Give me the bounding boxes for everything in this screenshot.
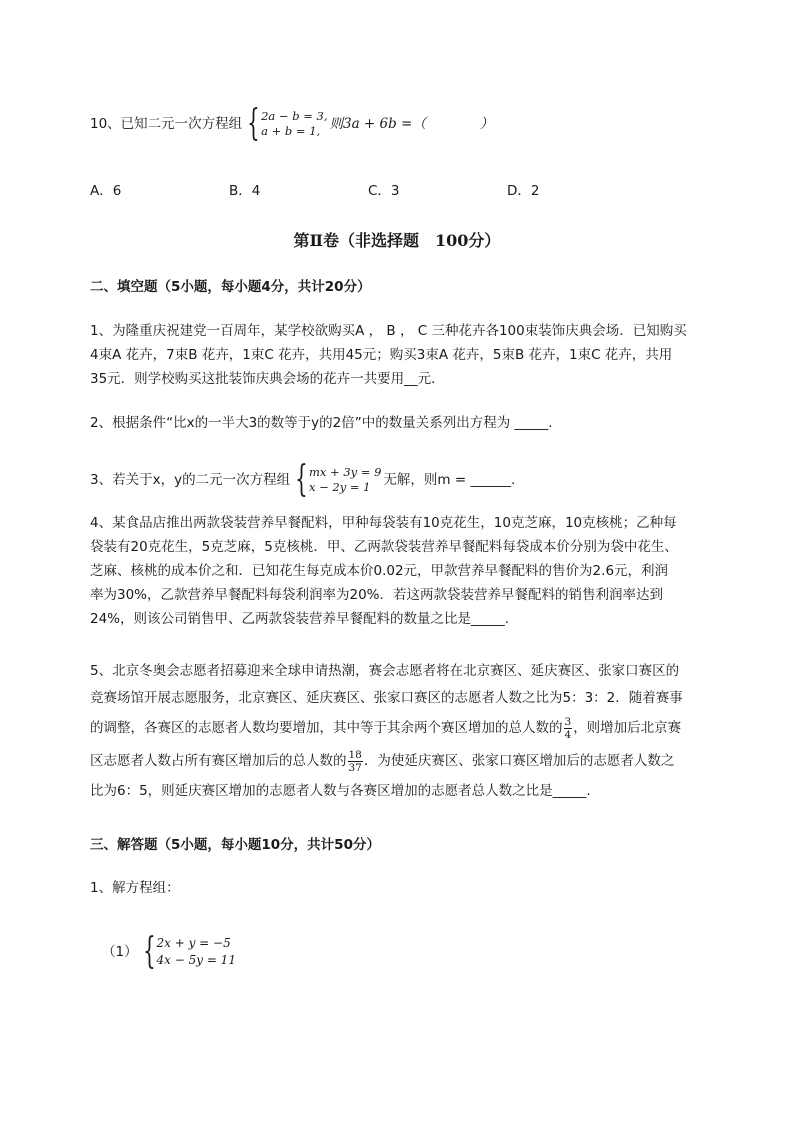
question-3-prefix: 3、若关于x，y的二元一次方程组 bbox=[90, 472, 291, 488]
question-text: 区志愿者人数占所有赛区增加后的总人数的 bbox=[90, 753, 347, 769]
equation-row: 2x + y = −5 bbox=[156, 936, 231, 950]
fill-question-1 bbox=[90, 319, 714, 391]
equation-system bbox=[292, 459, 382, 500]
left-brace-icon: { bbox=[295, 459, 308, 500]
left-brace-icon: { bbox=[142, 931, 156, 972]
equation-row: mx + 3y = 9 bbox=[308, 465, 382, 479]
section-2-heading: 二、填空题（5小题，每小题4分，共计20分） bbox=[90, 279, 371, 295]
equation-system bbox=[244, 103, 328, 144]
question-line bbox=[90, 744, 714, 778]
fraction-numerator: 18 bbox=[348, 748, 362, 761]
choice-b[interactable]: B．4 bbox=[229, 183, 261, 199]
question-line: 竞赛场馆开展志愿服务，北京赛区、延庆赛区、张家口赛区的志愿者人数之比为5：3：2．随着赛事 bbox=[90, 690, 683, 706]
fraction bbox=[564, 716, 573, 741]
choice-d[interactable]: D．2 bbox=[507, 183, 540, 199]
question-10-prefix: 10、已知二元一次方程组 bbox=[90, 116, 243, 132]
question-line: 35元．则学校购买这批装饰庆典会场的花卉一共要用__元． bbox=[90, 371, 445, 387]
equation-row: 4x − 5y = 11 bbox=[156, 953, 236, 967]
left-brace-icon: { bbox=[247, 103, 260, 144]
question-3-suffix: 无解，则m = ______. bbox=[383, 472, 516, 488]
choice-a[interactable]: A．6 bbox=[90, 183, 122, 199]
question-line: 24%，则该公司销售甲、乙两款袋装营养早餐配料的数量之比是_____. bbox=[90, 611, 510, 627]
question-line: 比为6：5，则延庆赛区增加的志愿者人数与各赛区增加的志愿者总人数之比是_____. bbox=[90, 783, 591, 799]
question-line: 4束A 花卉，7束B 花卉，1束C 花卉，共用45元；购买3束A 花卉，5束B 花卉，1束C 花卉，共用 bbox=[90, 347, 673, 363]
fraction-numerator: 3 bbox=[564, 715, 572, 728]
question-text: ，则增加后北京赛 bbox=[573, 720, 682, 736]
question-line: 1、为隆重庆祝建党一百周年，某学校欲购买A ， B ， C 三种花卉各100束装饰庆典会场．已知购买 bbox=[90, 323, 687, 339]
question-line bbox=[90, 712, 714, 744]
equation-row: 2a − b = 3, bbox=[261, 109, 328, 123]
fill-question-4 bbox=[90, 511, 714, 631]
fill-question-3 bbox=[90, 459, 714, 500]
part-2-title: 第Ⅱ卷（非选择题 100分） bbox=[293, 231, 501, 250]
equation-row: x − 2y = 1 bbox=[308, 480, 371, 494]
fill-question-2: 2、根据条件“比x的一半大3的数等于y的2倍”中的数量关系列出方程为 _____. bbox=[90, 415, 553, 431]
fraction bbox=[348, 749, 363, 774]
fraction-denominator: 4 bbox=[564, 728, 572, 741]
section-3-heading: 三、解答题（5小题，每小题10分，共计50分） bbox=[90, 837, 380, 853]
question-text: ．为使延庆赛区、张家口赛区增加后的志愿者人数之 bbox=[363, 753, 675, 769]
equation-row: a + b = 1, bbox=[261, 124, 321, 138]
equation-system bbox=[140, 931, 236, 972]
question-line: 率为30%，乙款营养早餐配料每袋利润率为20%．若这两款袋装营养早餐配料的销售利润率达到 bbox=[90, 587, 664, 603]
answer-question-1-part-1 bbox=[102, 931, 714, 972]
fill-question-5 bbox=[90, 658, 714, 804]
question-10-choices bbox=[90, 179, 714, 199]
question-line: 4、某食品店推出两款袋装营养早餐配料，甲种每袋装有10克花生，10克芝麻，10克核桃；乙种每 bbox=[90, 515, 677, 531]
question-10-suffix: 则3a + 6b =（ ） bbox=[329, 116, 494, 132]
question-line: 5、北京冬奥会志愿者招募迎来全球申请热潮，赛会志愿者将在北京赛区、延庆赛区、张家口赛区的 bbox=[90, 663, 680, 679]
fraction-denominator: 37 bbox=[348, 761, 362, 774]
question-line: 芝麻、核桃的成本价之和．已知花生每克成本价0.02元，甲款营养早餐配料的售价为2.6元，利润 bbox=[90, 563, 669, 579]
choice-c[interactable]: C．3 bbox=[368, 183, 400, 199]
question-line: 袋装有20克花生，5克芝麻，5克核桃．甲、乙两款袋装营养早餐配料每袋成本价分别为袋中花生、 bbox=[90, 539, 678, 555]
question-10 bbox=[90, 103, 714, 144]
question-text: 的调整，各赛区的志愿者人数均要增加，其中等于其余两个赛区增加的总人数的 bbox=[90, 720, 563, 736]
part-label: （1） bbox=[102, 944, 138, 960]
answer-question-1-intro: 1、解方程组： bbox=[90, 880, 180, 896]
